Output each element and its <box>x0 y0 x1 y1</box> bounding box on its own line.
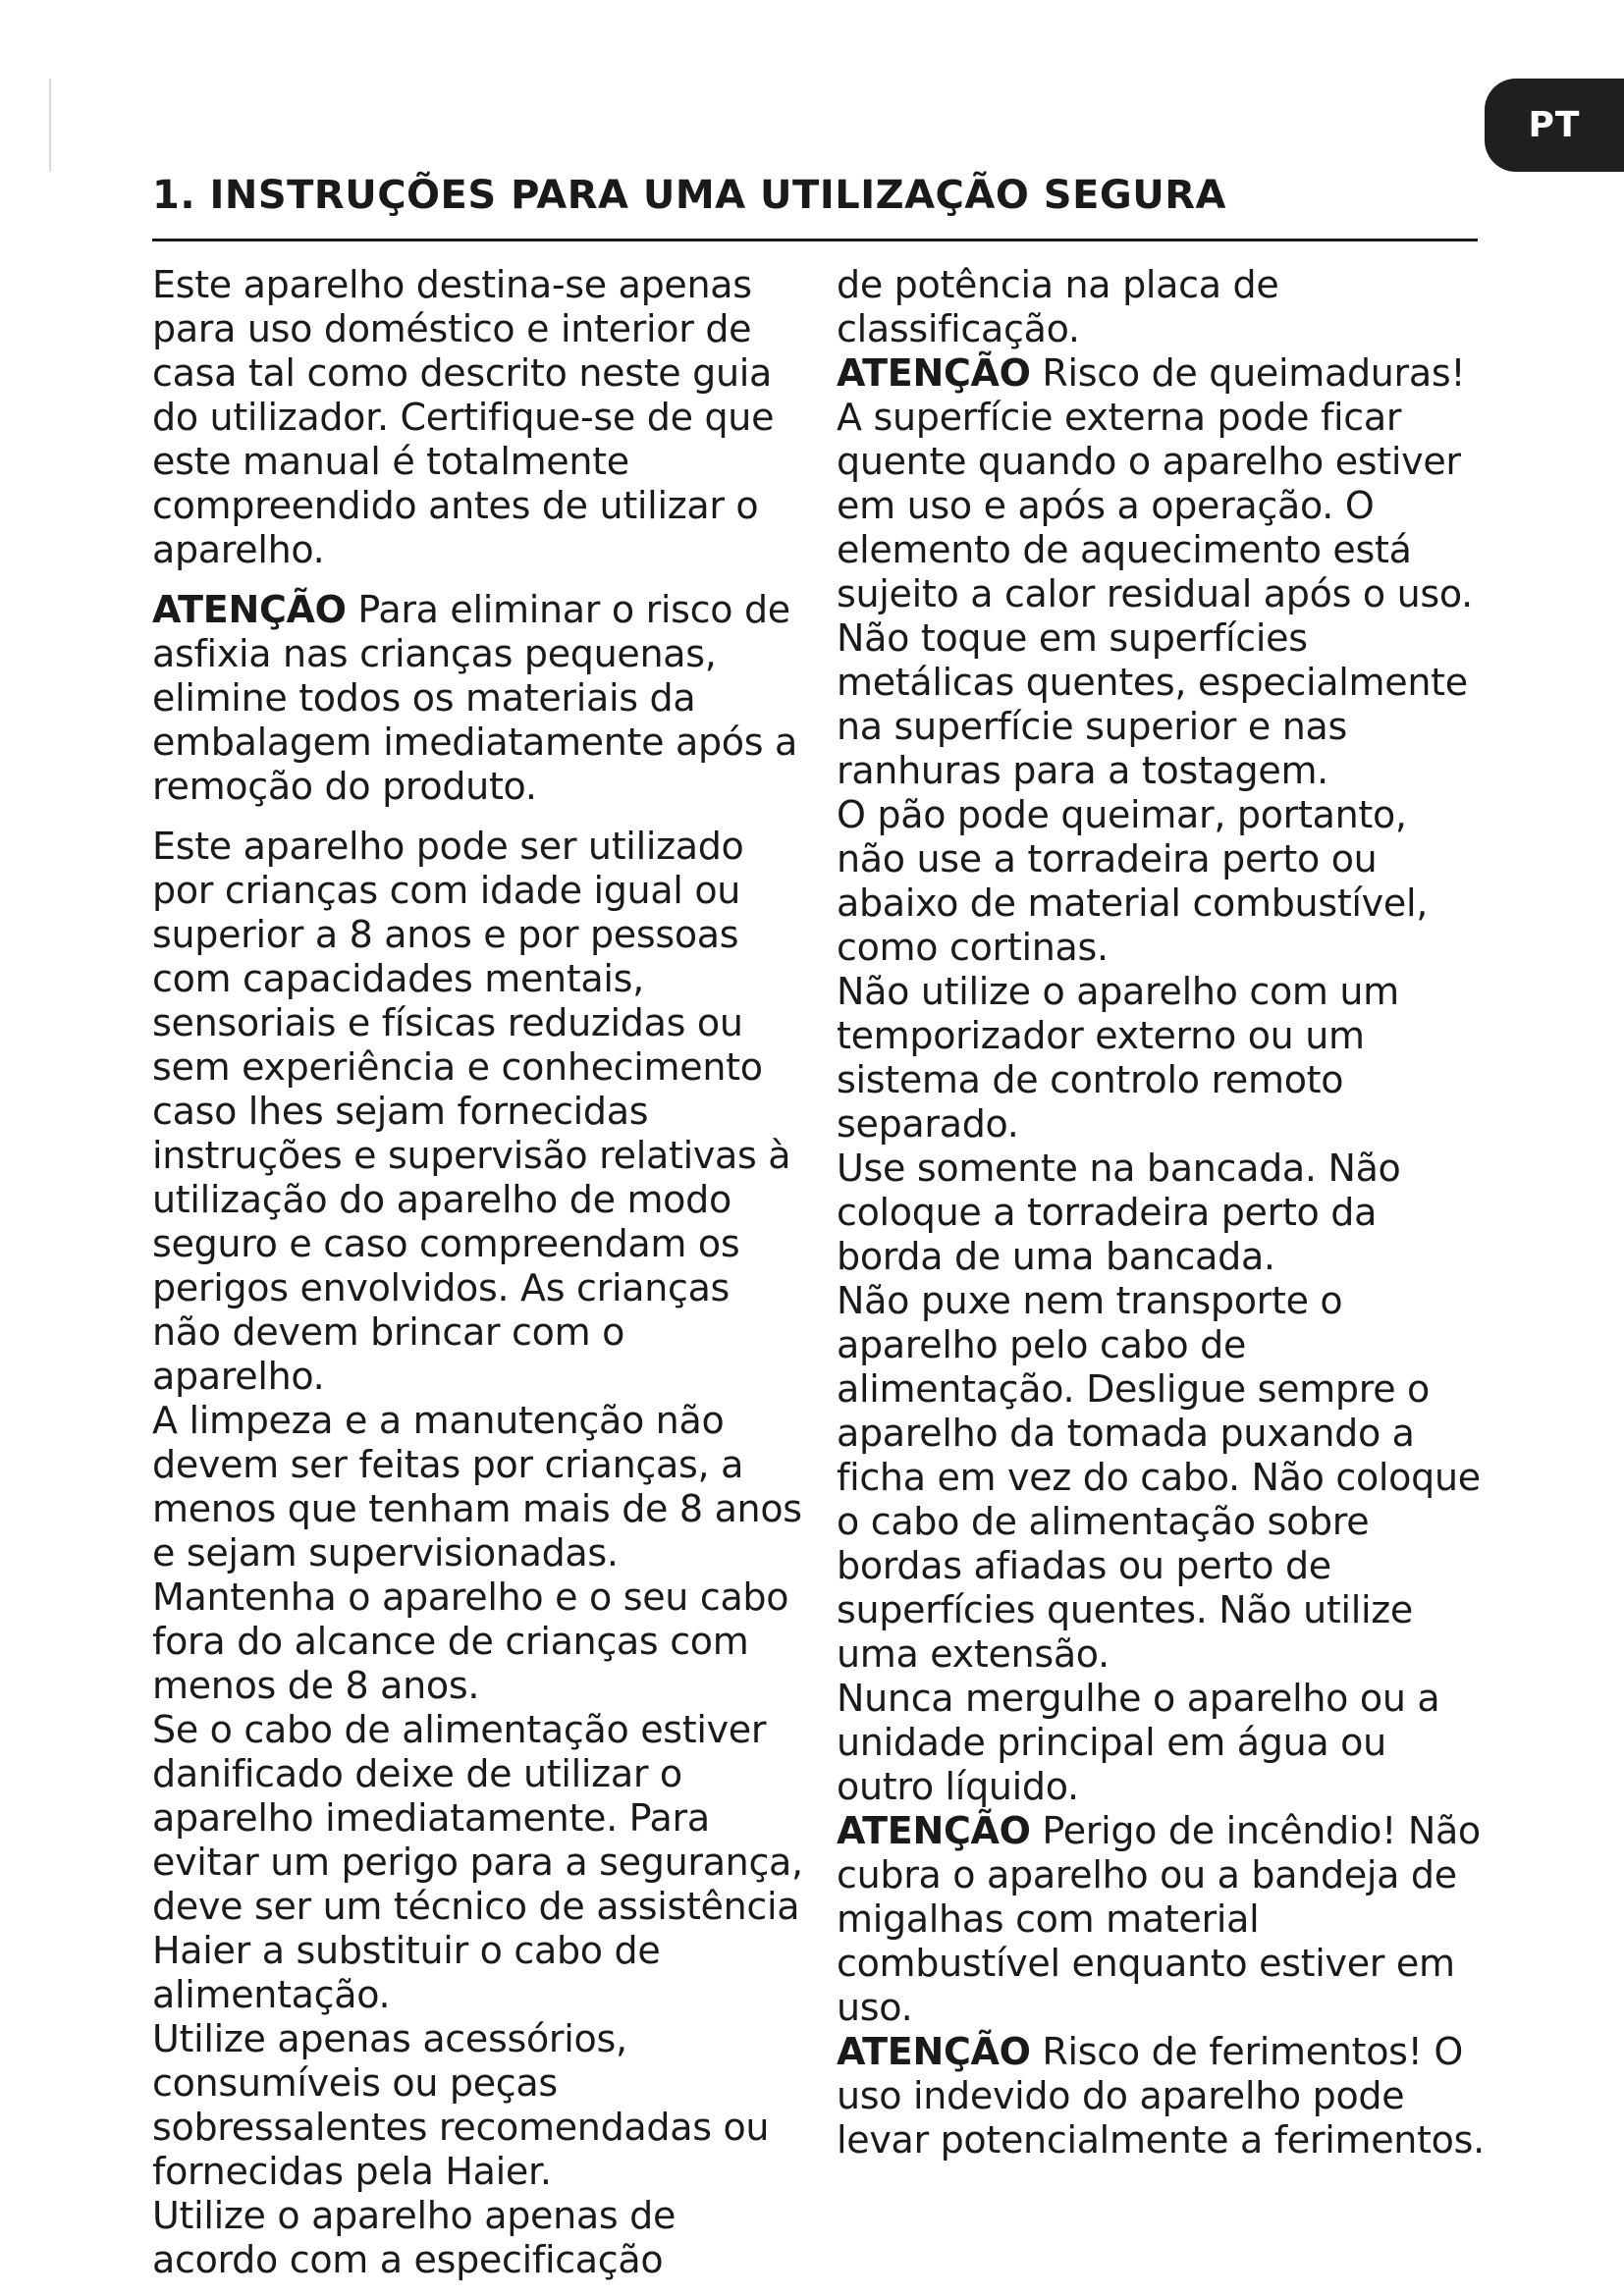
warning-label: ATENÇÃO <box>837 351 1031 395</box>
warning-label: ATENÇÃO <box>837 2030 1031 2073</box>
section-title: 1. INSTRUÇÕES PARA UMA UTILIZAÇÃO SEGURA <box>152 173 1226 218</box>
title-divider <box>152 239 1478 241</box>
accessories-paragraph: Utilize apenas acessórios, consumíveis ou peças sobressalentes recomendadas ou fornecidas pela Haier. <box>152 2017 770 2193</box>
burn-warning-paragraph: ATENÇÃO Risco de queimaduras! A superfície externa pode ficar quente quando o aparelho estiver em uso e após a operação. O elemento de aquecimento está sujeito a calor residual após o uso. Não toque em superfícies metálicas quentes, especialmente na superfície superior e nas ranhuras para a tostagem. <box>837 351 1473 792</box>
fire-warning-paragraph: ATENÇÃO Perigo de incêndio! Não cubra o aparelho ou a bandeja de migalhas com material combustível enquanto estiver em uso. <box>837 1809 1481 2029</box>
page-margin-line <box>49 79 51 172</box>
right-column <box>837 263 1485 2163</box>
damaged-cable-paragraph: Se o cabo de alimentação estiver danificado deixe de utilizar o aparelho imediatamente. Para evitar um perigo para a segurança, deve ser um técnico de assistência Haier a substituir o cabo de alimentação. <box>152 1708 803 2016</box>
left-column <box>152 263 805 2282</box>
warning-label: ATENÇÃO <box>837 1809 1031 1852</box>
language-tab <box>1485 79 1624 172</box>
children-usage-paragraph: Este aparelho pode ser utilizado por crianças com idade igual ou superior a 8 anos e por pessoas com capacidades mentais, sensoriais e físicas reduzidas ou sem experiência e conhecimento caso lhes sejam fornecidas instruções e supervisão relativas à utilização do aparelho de modo seguro e caso compreendam os perigos envolvidos. As crianças não devem brincar com o aparelho. <box>152 825 791 1398</box>
suffocation-warning-paragraph: ATENÇÃO Para eliminar o risco de asfixia nas crianças pequenas, elimine todos os materiais da embalagem imediatamente após a remoção do produto. <box>152 588 798 808</box>
timer-paragraph: Não utilize o aparelho com um temporizador externo ou um sistema de controlo remoto separado. <box>837 970 1399 1146</box>
language-code: PT <box>1528 105 1581 145</box>
bread-burn-paragraph: O pão pode queimar, portanto, não use a torradeira perto ou abaixo de material combustível, como cortinas. <box>837 793 1428 969</box>
cleaning-paragraph: A limpeza e a manutenção não devem ser feitas por crianças, a menos que tenham mais de 8 anos e sejam supervisionadas. <box>152 1399 802 1575</box>
countertop-paragraph: Use somente na bancada. Não coloque a torradeira perto da borda de uma bancada. <box>837 1147 1401 1278</box>
specification-paragraph: Utilize o aparelho apenas de acordo com a especificação <box>152 2194 677 2281</box>
injury-warning-paragraph: ATENÇÃO Risco de ferimentos! O uso indevido do aparelho pode levar potencialmente a ferimentos. <box>837 2030 1485 2162</box>
intended-use-paragraph: Este aparelho destina-se apenas para uso doméstico e interior de casa tal como descrito neste guia do utilizador. Certifique-se de que este manual é totalmente compreendido antes de utilizar o aparelho. <box>152 263 775 571</box>
immersion-paragraph: Nunca mergulhe o aparelho ou a unidade principal em água ou outro líquido. <box>837 1677 1440 1808</box>
warning-label: ATENÇÃO <box>152 588 347 631</box>
rating-plate-paragraph: de potência na placa de classificação. <box>837 263 1279 350</box>
keep-away-paragraph: Mantenha o aparelho e o seu cabo fora do alcance de crianças com menos de 8 anos. <box>152 1575 789 1707</box>
power-cable-paragraph: Não puxe nem transporte o aparelho pelo cabo de alimentação. Desligue sempre o aparelho da tomada puxando a ficha em vez do cabo. Não coloque o cabo de alimentação sobre bordas afiadas ou perto de superfícies quentes. Não utilize uma extensão. <box>837 1279 1481 1676</box>
